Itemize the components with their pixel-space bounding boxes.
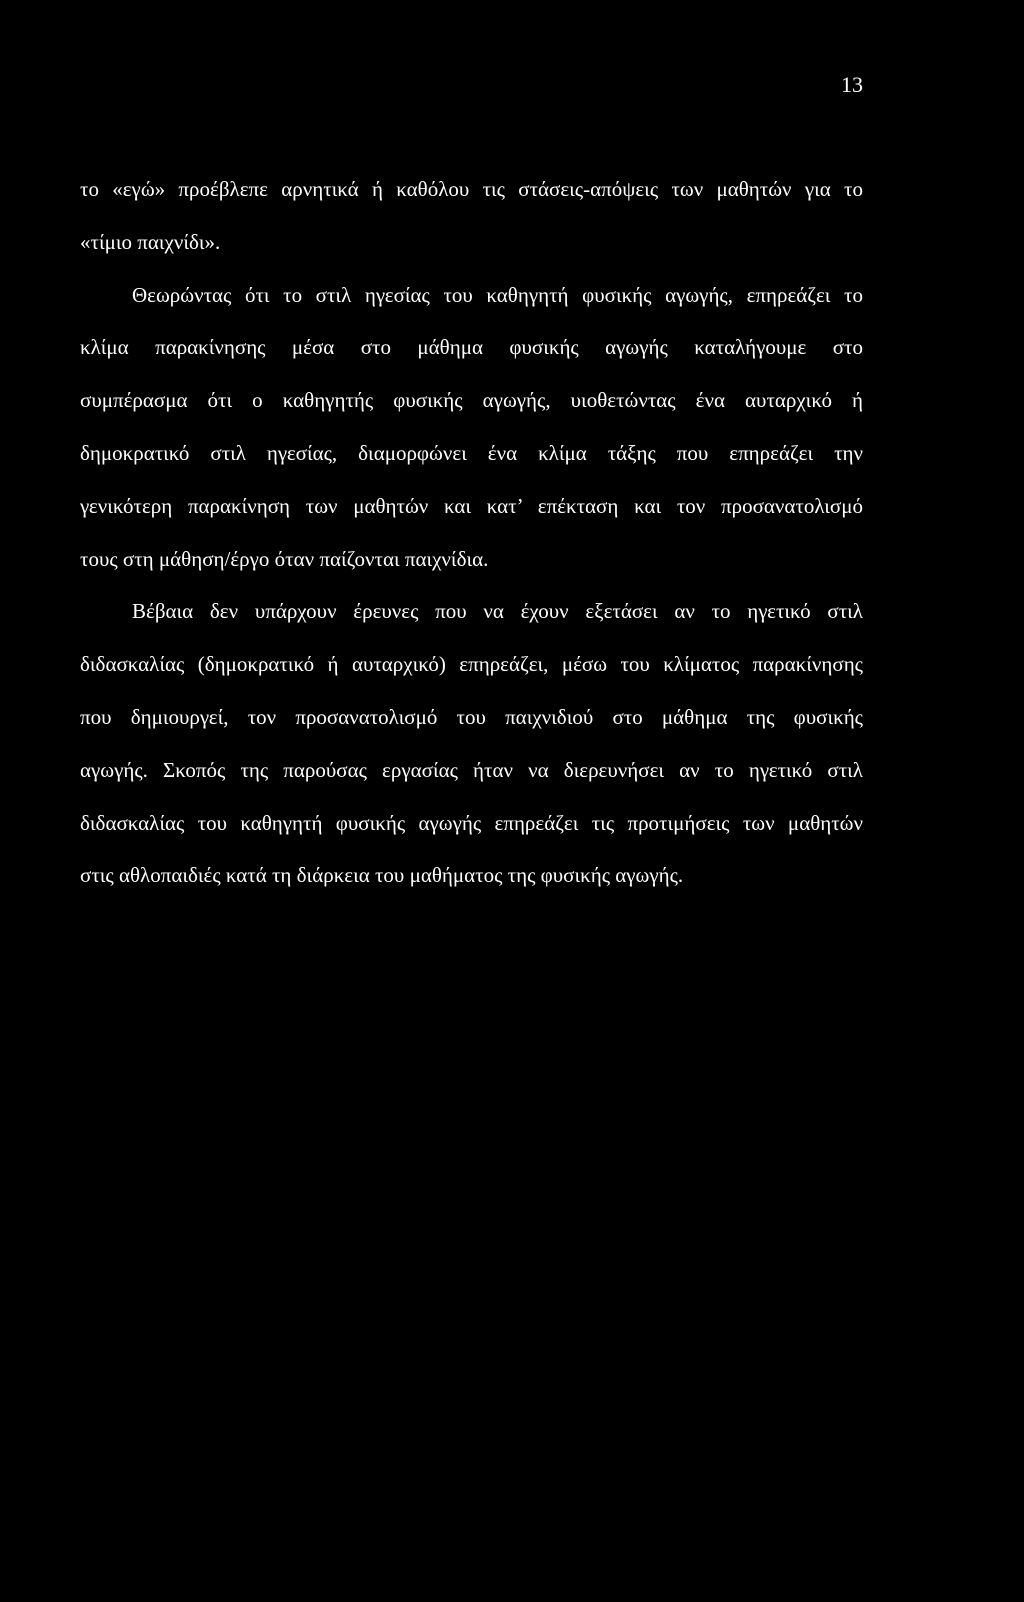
text-line: κλίμα παρακίνησης μέσα στο μάθημα φυσικής αγωγής καταλήγουμε στο: [80, 335, 863, 360]
text-line: στις αθλοπαιδιές κατά τη διάρκεια του μαθήματος της φυσικής αγωγής.: [80, 863, 684, 888]
text-line: διδασκαλίας του καθηγητή φυσικής αγωγής επηρεάζει τις προτιμήσεις των μαθητών: [80, 810, 863, 835]
text-line: το «εγώ» προέβλεπε αρνητικά ή καθόλου τις στάσεις-απόψεις των μαθητών για το: [80, 177, 863, 201]
text-line: αγωγής. Σκοπός της παρούσας εργασίας ήταν να διερευνήσει αν το ηγετικό στιλ: [80, 757, 863, 782]
text-line: που δημιουργεί, τον προσανατολισμό του παιχνιδιού στο μάθημα της φυσικής: [80, 704, 863, 729]
text-line: Βέβαια δεν υπάρχουν έρευνες που να έχουν εξετάσει αν το ηγετικό στιλ: [132, 599, 863, 624]
text-line: Θεωρώντας ότι το στιλ ηγεσίας του καθηγητή φυσικής αγωγής, επηρεάζει το: [132, 282, 863, 307]
text-line: «τίμιο παιχνίδι».: [80, 229, 221, 254]
text-line: συμπέρασμα ότι ο καθηγητής φυσικής αγωγής, υιοθετώντας ένα αυταρχικό ή: [80, 388, 863, 413]
text-line: γενικότερη παρακίνηση των μαθητών και κατ’ επέκταση και τον προσανατολισμό: [80, 493, 863, 518]
text-line: τους στη μάθηση/έργο όταν παίζονται παιχνίδια.: [80, 546, 489, 571]
text-line: δημοκρατικό στιλ ηγεσίας, διαμορφώνει ένα κλίμα τάξης που επηρεάζει την: [80, 440, 863, 465]
text-line: διδασκαλίας (δημοκρατικό ή αυταρχικό) επηρεάζει, μέσω του κλίματος παρακίνησης: [80, 652, 863, 677]
page-number: 13: [841, 72, 863, 97]
body-text: [80, 174, 863, 913]
